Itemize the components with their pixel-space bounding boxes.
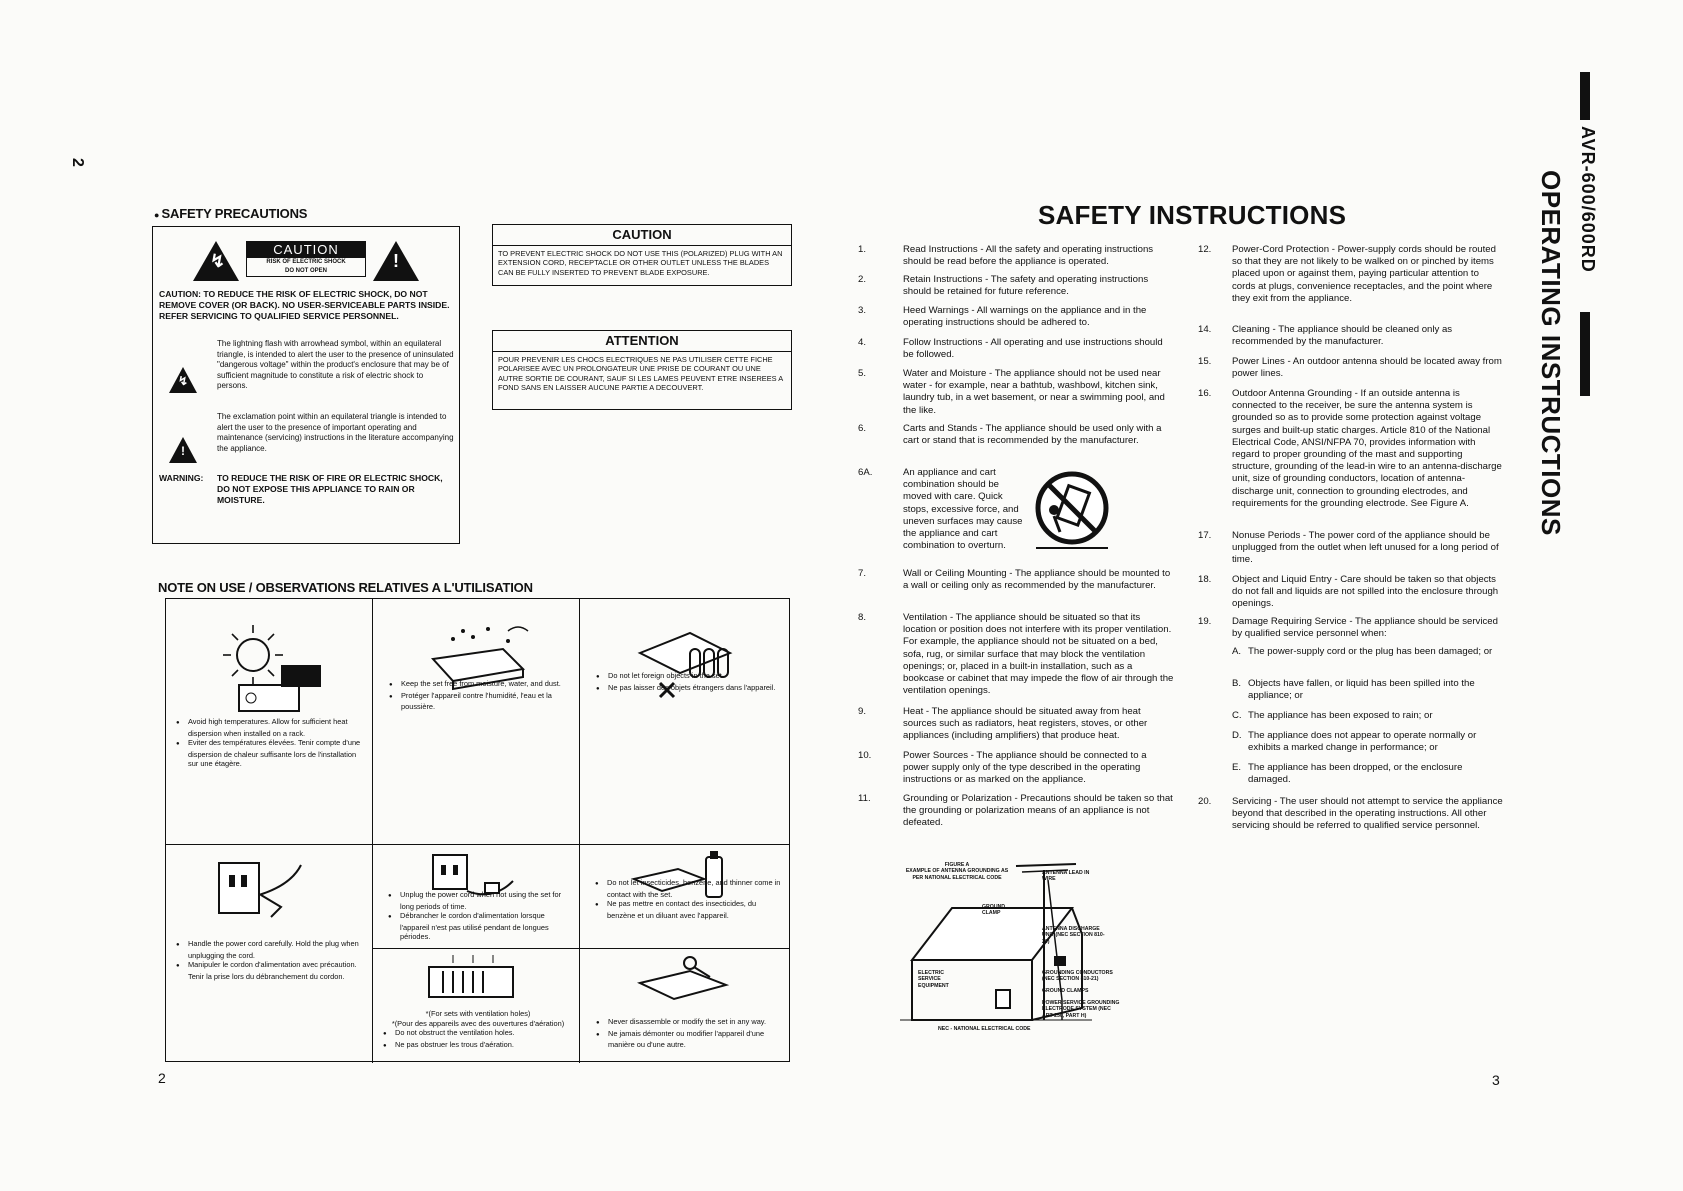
fig-label-antenna-lead: ANTENNA LEAD IN WIRE: [1042, 870, 1090, 883]
side-bar-bottom: [1580, 312, 1590, 396]
side-bar-top: [1580, 72, 1590, 120]
attention-plug-box: ATTENTION POUR PREVENIR LES CHOCS ELECTRIQUES NE PAS UTILISER CETTE FICHE POLARISEE AVEC UN PROLONGATEUR UNE PRISE DE COURANT OU UNE AUTRE SORTIE DE COURANT, SAUF SI LES LAMES PEUVENT ETRE INSEREES A FOND SANS EN LAISSER AUCUNE PARTIE A DECOUVERT.: [492, 330, 792, 410]
note-text-heat: ● Avoid high temperatures. Allow for sufficient heat dispersion when installed on a rack. ● Eviter des températures élevées. Tenir compte d'une dispersion de chaleur suffisante lors de l'installation sur une étagère.: [176, 717, 361, 769]
note-text-insecticide-block: ● Do not let insecticides, benzene, and thinner come in contact with the set. ● Ne pas mettre en contact des insecticides, du benzène et un diluant avec l'appareil.: [595, 878, 785, 920]
corner-page-number: 2: [69, 158, 86, 167]
note-on-use-grid: [165, 598, 790, 1062]
note-on-use-heading: NOTE ON USE / OBSERVATIONS RELATIVES A L'UTILISATION: [158, 580, 533, 595]
fig-label-nec: NEC - NATIONAL ELECTRICAL CODE: [938, 1026, 1031, 1032]
note-cell-moisture: [373, 599, 580, 845]
sun-heat-illustration: [211, 615, 331, 725]
note-text-cord: ● Handle the power cord carefully. Hold the plug when unplugging the cord. ● Manipuler le cordon d'alimentation avec précaution. Tenir la prise lors du débranchement du cordon.: [176, 939, 361, 981]
fig-label-clamps: GROUND CLAMPS: [1042, 988, 1089, 994]
fig-label-conductors: GROUNDING CONDUCTORS (NEC SECTION 810-21): [1042, 970, 1113, 983]
ventilation-illustration: [423, 955, 523, 1005]
cart-warning-icon: [1032, 470, 1112, 554]
note-text-disassemble: ● Never disassemble or modify the set in any way. ● Ne jamais démonter ou modifier l'appareil d'une manière ou d'une autre.: [596, 1017, 784, 1050]
warning-label: WARNING:: [159, 473, 204, 483]
power-cord-illustration: [211, 855, 321, 925]
fig-label-discharge: ANTENNA DISCHARGE UNIT (NEC SECTION 810-20): [1042, 926, 1105, 945]
caution-plug-box: CAUTION TO PREVENT ELECTRIC SHOCK DO NOT USE THIS (POLARIZED) PLUG WITH AN EXTENSION CORD, RECEPTACLE OR OTHER OUTLET UNLESS THE BLADES CAN BE FULLY INSERTED TO PREVENT BLADE EXPOSURE.: [492, 224, 792, 286]
note-cell-foreign: [580, 599, 790, 845]
lightning-small-icon: ↯: [169, 367, 197, 393]
warning-text: TO REDUCE THE RISK OF FIRE OR ELECTRIC SHOCK, DO NOT EXPOSE THIS APPLIANCE TO RAIN OR MOISTURE.: [217, 473, 443, 505]
fig-label-service: ELECTRIC SERVICE EQUIPMENT: [918, 970, 949, 989]
note-text-foreign: ● Do not let foreign objects in the set. ● Ne pas laisser des objets étrangers dans l'appareil.: [596, 671, 781, 694]
safety-precautions-box: [152, 226, 460, 544]
caution-statement: CAUTION: TO REDUCE THE RISK OF ELECTRIC SHOCK, DO NOT REMOVE COVER (OR BACK). NO USER-SERVICEABLE PARTS INSIDE. REFER SERVICING TO QUALIFIED SERVICE PERSONNEL.: [159, 289, 450, 321]
caution-label: CAUTION RISK OF ELECTRIC SHOCK DO NOT OPEN: [246, 241, 366, 277]
lightning-triangle-icon: ↯: [193, 241, 239, 281]
note-text-ventilation: *(For sets with ventilation holes) *(Pour des appareils avec des ouvertures d'aération) ● Do not obstruct the ventilation holes. ● Ne pas obstruer les trous d'aération.: [383, 1009, 573, 1051]
right-page-number: 3: [1492, 1072, 1500, 1088]
note-cell-heat: [166, 599, 373, 845]
disassemble-illustration: [630, 953, 740, 1013]
note-text-moisture: ● Keep the set free from moisture, water, and dust. ● Protéger l'appareil contre l'humidité, l'eau et la poussière.: [389, 679, 569, 712]
exclamation-triangle-icon: !: [373, 241, 419, 281]
left-page-number: 2: [158, 1070, 166, 1086]
side-model: AVR-600/600RD: [1578, 126, 1598, 273]
safety-precautions-heading: ● SAFETY PRECAUTIONS: [154, 206, 308, 221]
note-cell-cord: [166, 845, 373, 1063]
safety-instructions-title: SAFETY INSTRUCTIONS: [1038, 200, 1347, 230]
exclamation-description: The exclamation point within an equilateral triangle is intended to alert the user to the presence of important operating and maintenance (servicing) instructions in the literature accompanying the appliance.: [217, 412, 454, 453]
side-title: OPERATING INSTRUCTIONS: [1536, 170, 1566, 536]
note-cell-ventilation: [373, 949, 580, 1063]
note-cell-disassemble: [580, 949, 790, 1063]
fig-label-electrode: POWER SERVICE GROUNDING ELECTRODE SYSTEM (NEC ART 250, PART H): [1042, 1000, 1120, 1019]
figure-title: FIGURE A EXAMPLE OF ANTENNA GROUNDING AS PER NATIONAL ELECTRICAL CODE: [905, 862, 1009, 881]
lightning-description: The lightning flash with arrowhead symbol, within an equilateral triangle, is intended to alert the user to the presence of uninsulated "dangerous voltage" within the product's enclosure that may be of sufficient magnitude to constitute a risk of electric shock to persons.: [217, 339, 454, 391]
right-page: SAFETY INSTRUCTIONS 1. Read Instructions - All the safety and operating instructions should be read before the appliance is operated. 2. Retain Instructions - The safety and operating instructions should be retained for future reference. 3. Heed Warnings - All warnings on the appliance and in the operating instructions should be adhered to. 4. Follow Instructions - All operating and use instructions should be followed. 5. Water and Moisture - The appliance should not be used near water - for example, near a bathtub, washbowl, kitchen sink, laundry tub, in a wet basement, or near a swimming pool, and the like. 6. Carts and Stands - The appliance should be used only with a cart or stand that is recommended by the manufacturer. 6A. An appliance and cart combination should be moved with care. Quick stops, excessive force, and uneven surfaces may cause the appliance and cart combination to overturn. 7. Wall or Ceiling Mounting - The appliance should be mounted to a wall or ceiling only as recommended by the manufacturer. 8. Ventilation - The appliance should be situated so that its location or position does not interfere with its proper ventilation. For example, the appliance should not be situated on a bed, sofa, rug, or similar surface that may block the ventilation openings; or, placed in a built-in installation, such as a bookcase or cabinet that may impede the flow of air through the ventilation openings. 9. Heat - The appliance should be situated away from heat sources such as radiators, heat registers, stoves, or other appliances (including amplifiers) that produce heat. 10. Power Sources - The appliance should be connected to a power supply only of the type described in the operating instructions or as marked on the appliance. 11. Grounding or Polarization - Precautions should be taken so that the grounding or polarization means of an appliance is not defeated. FIGURE A EXAMPLE OF ANTENNA GROUNDING AS PER NATIONAL ELECTRICAL CODE ANTENNA LEAD IN WIRE GROUND CLAMP ANTENNA DISCHARGE UNIT (NEC SECTION 810-20) ELECTRIC SERVICE EQUIPMENT GROUNDING CONDUCTORS (NEC SECTION 810-21) GROUND CLAMPS POWER SERVICE GROUNDING ELECTRODE SYSTEM (NEC ART 250, PART H) NEC - NATIONAL ELECTRICAL CODE 12. Power-Cord Protection - Power-supply cords should be routed so that they are not likely to be walked on or pinched by items placed upon or against them, paying particular attention to cords at plugs, convenience receptacles, and the point where they exit from the appliance. 14. Cleaning - The appliance should be cleaned only as recommended by the manufacturer. 15. Power Lines - An outdoor antenna should be located away from power lines. 16. Outdoor Antenna Grounding - If an outside antenna is connected to the receiver, be sure the antenna system is grounded so as to provide some protection against voltage surges and built-up static charges. Article 810 of the National Electrical Code, ANSI/NFPA 70, provides information with regard to proper grounding of the mast and supporting structure, grounding of the lead-in wire to an antenna-discharge unit, size of grounding conductors, location of antenna-discharge unit, connection to grounding electrodes, and requirements for the grounding electrode. See Figure A. 17. Nonuse Periods - The power cord of the appliance should be unplugged from the outlet when left unused for a long period of time. 18. Object and Liquid Entry - Care should be taken so that objects do not fall and liquids are not spilled into the enclosure through openings. 19. Damage Requiring Service - The appliance should be serviced by qualified service personnel when: A. The power-supply cord or the plug has been damaged; or B. Objects have fallen, or liquid has been spilled into the appliance; or C. The appliance has been exposed to rain; or D. The appliance does not appear to operate normally or exhibits a marked change in performance; or E. The appliance has been dropped, or the enclosure damaged. 20. Servicing - The user should not attempt to service the appliance beyond that described in the operating instructions. All other servicing should be referred to qualified service personnel. 3 AVR-600/600RD OPERATING INSTRUCTIONS: [842, 0, 1683, 1191]
fig-label-ground-clamp: GROUND CLAMP: [982, 904, 1006, 917]
note-text-unplug-block: ● Unplug the power cord when not using the set for long periods of time. ● Débrancher le cordon d'alimentation lorsque l'appareil n'est pas utilisé pendant de longues périodes.: [388, 890, 576, 942]
exclamation-small-icon: !: [169, 437, 197, 463]
